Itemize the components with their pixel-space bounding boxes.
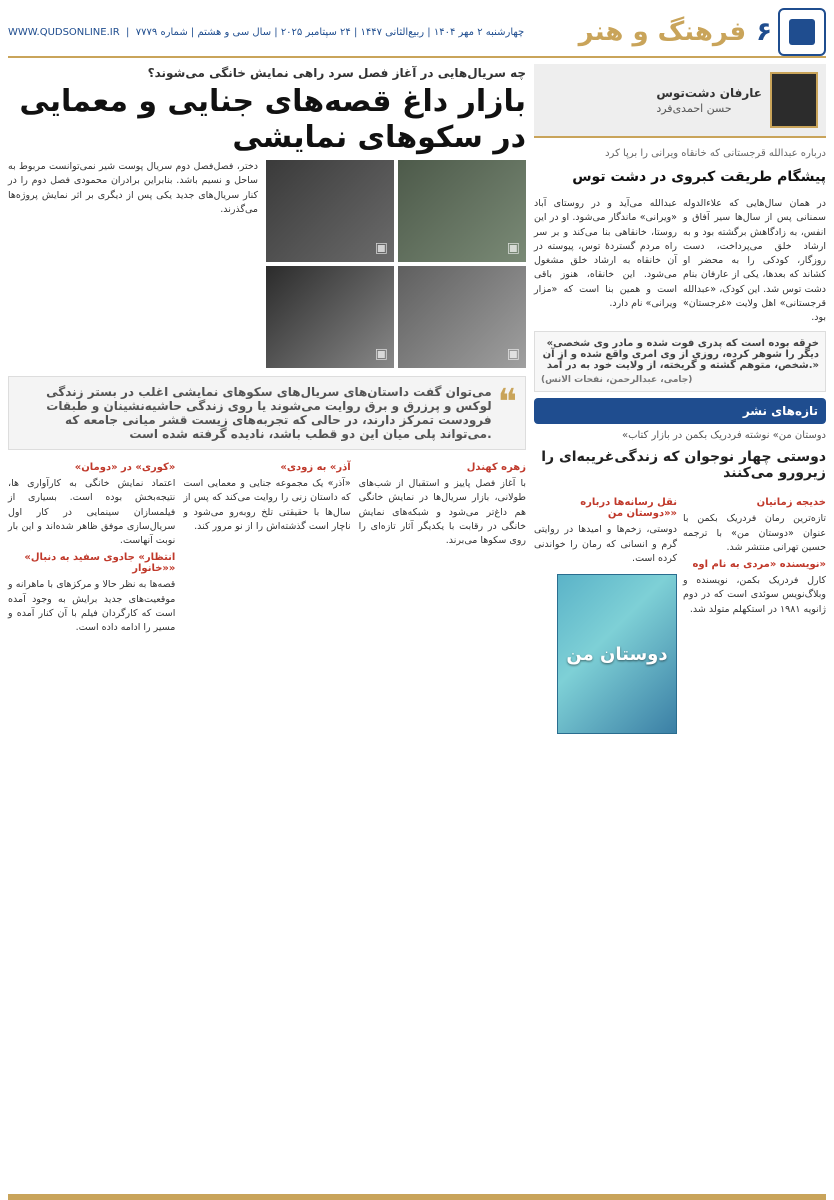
news-body-2: دوستی، زخم‌ها و امیدها در روایتی گرم و انسانی که رمان را خواندنی کرده است.	[534, 524, 677, 564]
columnist-box	[534, 64, 826, 138]
page-number: ۶	[756, 17, 772, 47]
columnist-avatar	[770, 72, 818, 128]
photo-icon: ▣	[506, 240, 520, 256]
section-label-3: «کوری» در «دومان»	[74, 462, 176, 473]
book-cover	[557, 574, 677, 734]
news-kicker: «دوستان من» نوشته فردریک بکمن در بازار کتاب	[621, 430, 826, 442]
news-grid	[534, 493, 826, 734]
right-column	[534, 64, 826, 1192]
news-author-label: خدیجه زمانیان	[756, 497, 826, 509]
main-intro-wrap	[8, 160, 258, 368]
photo-icon: ▣	[374, 346, 388, 362]
article-text-1: با آغاز فصل پاییز و استقبال از شب‌های طولانی، بازار سریال‌ها در نمایش خانگی هم داغ‌تر می‌شود و شبکه‌های نمایش خانگی در رقابت با یکدیگر آثار تازه‌ای را روی سکوها می‌برند.	[358, 478, 526, 546]
section-label-2: «آذر» به زودی	[280, 462, 351, 473]
right-subhead: درباره عبدالله قرجستانی که خانقاه ویرانی را برپا کرد	[605, 148, 826, 159]
newspaper-logo	[778, 8, 826, 56]
book-cover-title: دوستان من	[566, 643, 668, 665]
right-headline: پیشگام طریقت کبروی در دشت توس	[572, 169, 826, 185]
article-columns	[8, 458, 526, 1192]
news-body-1: تازه‌ترین رمان فردریک بکمن با عنوان «دوستان من» با ترجمه حسین تهرانی منتشر شد.	[683, 513, 826, 553]
pull-quote	[8, 376, 526, 450]
news-body-3: کارل فردریک بکمن، نویسنده و وبلاگ‌نویس سوئدی است که در دوم ژانویه ۱۹۸۱ در استکهلم متولد شد.	[683, 575, 826, 615]
photo-icon: ▣	[506, 346, 520, 362]
columnist-name: حسن احمدی‌فرد	[656, 101, 732, 115]
article-text-3: اعتماد نمایش خانگی به کارآواری ها، نتیجه‌بخش بوده است. بسیاری از فیلمسازان سینمایی در کار اول سریال‌سازی موفق ظاهر شده‌اند و این بار نوبت آنهاست.	[8, 478, 176, 546]
article-col-2	[183, 458, 350, 1192]
masthead	[8, 8, 826, 58]
right-quote	[534, 331, 826, 392]
photo-4	[398, 266, 526, 368]
news-label-3: نویسنده «مردی به نام اوه»	[692, 559, 826, 570]
right-body-left: عبدالله می‌آید و در روستای آباد «ویرانی» ماندگار می‌شود. او در این روستا، خانقاهی بنا می‌کند و بر سر راه مردم گستردهٔ توس، پیوسته در آن خانقاه به ارشاد خلق مشغول می‌شود. این خانقاه، هنوز باقی است و همین بنا است که «مزار ویرانی» نام دارد.	[534, 198, 677, 309]
article-text-4: قصه‌ها به نظر حالا و مرکزهای با ماهرانه و موقعیت‌های جدید برایش به وجود آمده است که کارگردان فیلم با آن کنار آمده و مسیر را ادامه داده است.	[8, 579, 176, 633]
article-col-1	[359, 458, 526, 1192]
photo-2	[398, 160, 526, 262]
issue-info: چهارشنبه ۲ مهر ۱۴۰۴ | ربیع‌الثانی ۱۴۴۷ | ۲۴ سپتامبر ۲۰۲۵ | سال سی و هشتم | شماره ۷۷۷۹	[135, 26, 525, 38]
author-label: زهره کهندل	[466, 462, 526, 473]
main-column	[8, 64, 526, 1192]
main-headline: بازار داغ قصه‌های جنایی و معمایی در سکوهای نمایشی	[19, 84, 526, 155]
section-label-4: «انتظار» جادوی سفید به دنبال «خانوار»	[24, 552, 176, 575]
news-label-2: نقل رسانه‌ها درباره «دوستان من»	[580, 497, 677, 520]
page-layout	[8, 64, 826, 1192]
article-col-3	[8, 458, 175, 1192]
columnist-tag: عارفان دشت‌توس	[656, 85, 762, 100]
main-kicker: چه سریال‌هایی در آغاز فصل سرد راهی نمایش خانگی می‌شوند؟	[147, 66, 526, 80]
section-title: فرهنگ و هنر	[578, 17, 747, 47]
date-line: WWW.QUDSONLINE.IR | چهارشنبه ۲ مهر ۱۴۰۴ | ربیع‌الثانی ۱۴۴۷ | ۲۴ سپتامبر ۲۰۲۵ | سال سی و هشتم | شماره ۷۷۷۹	[8, 26, 525, 38]
news-col-left	[534, 493, 677, 734]
footer-rule	[8, 1194, 826, 1200]
photo-3	[266, 266, 394, 368]
main-intro: دختر، فصل‌فصل دوم سریال پوست شیر نمی‌توانست مربوط به ساحل و نسیم باشد. بنابراین برادران محمودی فصل دوم را در کنار سریال‌های جدید یکی پس از دیگری بر اثر نمایش پروژه‌ها می‌گذرند.	[8, 161, 258, 215]
main-top-area	[8, 160, 526, 368]
news-col-right	[683, 493, 826, 734]
right-body-grid	[534, 197, 826, 325]
photo-grid	[266, 160, 526, 368]
news-title: دوستی چهار نوجوان که زندگی‌غریبه‌ای را زیرورو می‌کنند	[541, 449, 826, 482]
photo-1	[266, 160, 394, 262]
photo-icon: ▣	[374, 240, 388, 256]
quote-mark-icon: ❝	[497, 382, 517, 423]
pull-quote-text: می‌توان گفت داستان‌های سریال‌های سکوهای نمایشی اغلب در بستر زندگی لوکس و پرزرق و برق روایت می‌شوند یا روی زندگی حاشیه‌نشینان و طبقات فرودست تمرکز دارند، در حالی که تجربه‌های زیست قشر میانی جامعه که می‌تواند پلی میان این دو قطب باشد، نادیده گرفته شده است.	[46, 385, 492, 441]
right-quote-text: «خرقه بوده است که پدری فوت شده و مادر وی شخصی دیگر را شوهر کرده، روزی از وی امری واقع شده و از آن شخص، متوهم گشته و گریخته، از ولایت خود به در آمد.»	[542, 338, 819, 372]
website[interactable]: WWW.QUDSONLINE.IR	[8, 26, 120, 38]
article-text-2: «آذر» یک مجموعه جنایی و معمایی است که داستان زنی را روایت می‌کند که پس از سال‌ها با حقیقتی تلخ روبه‌رو می‌شود و ناچار است گذشته‌اش را از نو مرور کند.	[183, 478, 351, 532]
right-body-right: در همان سال‌هایی که علاءالدوله سمنانی پس از سال‌ها سیر آفاق و انفس، به زادگاهش برگشته بود و به ارشاد خلق می‌پرداخت، دست روزگار، کودکی را به محضر او کشاند که بعدها، یکی از عارفان بنام دشت توس شد. این کودک، «عبدالله قرجستانی» اهل ولایت «غرجستان» بود.	[683, 198, 826, 323]
new-releases-band: تازه‌های نشر	[534, 398, 826, 424]
right-quote-source: (جامی، عبدالرحمن، نفحات الانس)	[541, 375, 693, 386]
